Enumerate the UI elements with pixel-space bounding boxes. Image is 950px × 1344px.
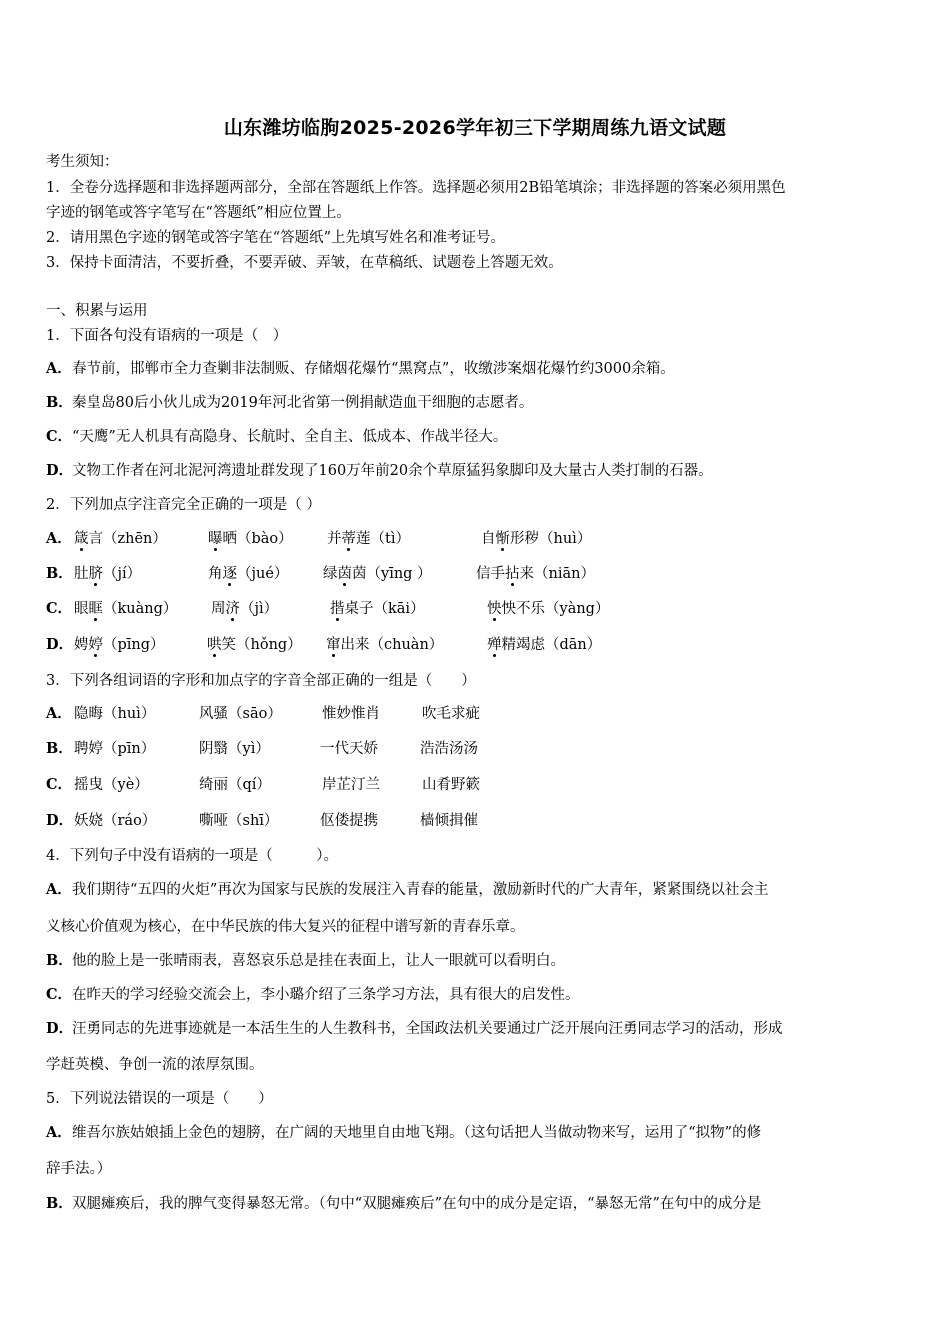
- option-label: B．: [46, 1195, 73, 1212]
- plain-char: 肚: [74, 566, 89, 582]
- option-label: A．: [46, 360, 72, 377]
- pinyin-item: [208, 529, 293, 549]
- question-2-option-b: [46, 564, 906, 586]
- word-item: 岸芷汀兰: [322, 777, 380, 793]
- pinyin-item: [208, 564, 288, 584]
- dotted-char: 蒂: [341, 531, 356, 547]
- notice-heading: 考生须知：: [46, 154, 119, 170]
- question-1-option-c: [46, 427, 507, 447]
- option-label: D．: [46, 462, 74, 479]
- dotted-char: 箴: [74, 531, 89, 547]
- pinyin-item: [326, 635, 443, 655]
- notice-item-1-cont: 字迹的钢笔或答字笔写在“答题纸”相应位置上。: [46, 205, 351, 221]
- plain-char: 娉: [74, 637, 89, 653]
- option-label: B．: [46, 565, 73, 582]
- option-label: D．: [46, 812, 74, 829]
- pinyin-item: [323, 564, 432, 584]
- question-1-option-b: [46, 393, 533, 413]
- pinyin-item: [476, 564, 595, 584]
- dotted-char: 婷: [88, 637, 103, 653]
- option-text: 文物工作者在河北泥河湾遗址群发现了160万年前20余个草原猛犸象脚印及大量古人类打制的石器。: [72, 463, 713, 479]
- question-5-stem: 5．下列说法错误的一项是（ ）: [46, 1091, 273, 1107]
- question-4-option-d: [46, 1019, 783, 1039]
- reading: （jué）: [237, 566, 289, 582]
- option-label: B．: [46, 394, 73, 411]
- word-item: 嘶哑（shī）: [199, 813, 279, 829]
- reading: 出来（chuàn）: [340, 637, 444, 653]
- reading: 形秽（huì）: [510, 531, 592, 547]
- reading: 茵（yīng ）: [352, 566, 432, 582]
- plain-char: 周: [211, 601, 226, 617]
- pinyin-item: [487, 599, 609, 619]
- question-4-option-d-cont: 学赶英模、争创一流的浓厚氛围。: [46, 1057, 264, 1073]
- word-item: 绮丽（qí）: [199, 777, 271, 793]
- notice-item-2: 2．请用黑色字迹的钢笔或答字笔在“答题纸”上先填写姓名和准考证号。: [46, 230, 506, 246]
- dotted-char: 殚: [487, 637, 502, 653]
- option-label: C．: [46, 986, 73, 1003]
- reading: 莲（tì）: [356, 531, 410, 547]
- word-item: 浩浩汤汤: [420, 741, 478, 757]
- dotted-char: 惭: [495, 531, 510, 547]
- question-3-option-a: [46, 704, 906, 726]
- pinyin-item: [74, 599, 177, 619]
- page-title: 山东潍坊临朐2025-2026学年初三下学期周练九语文试题: [223, 117, 727, 139]
- word-item: 摇曳（yè）: [74, 777, 149, 793]
- question-1-option-a: [46, 359, 675, 379]
- reading: 怏不乐（yàng）: [501, 601, 610, 617]
- option-text: 在昨天的学习经验交流会上，李小璐介绍了三条学习方法，具有很大的启发性。: [72, 987, 580, 1003]
- option-label: C．: [46, 600, 73, 617]
- pinyin-item: [74, 529, 167, 549]
- question-5-option-a-cont: 辞手法。）: [46, 1161, 112, 1177]
- dotted-char: 眶: [88, 601, 103, 617]
- option-label: C．: [46, 776, 73, 793]
- word-item: 吹毛求疵: [422, 706, 480, 722]
- dotted-char: 窜: [326, 637, 341, 653]
- option-label: B．: [46, 952, 73, 969]
- option-text: 他的脸上是一张晴雨表，喜怒哀乐总是挂在表面上，让人一眼就可以看明白。: [72, 953, 565, 969]
- word-item: 聘婷（pīn）: [74, 741, 156, 757]
- option-text: 我们期待“五四的火炬”再次为国家与民族的发展注入青春的能量，激励新时代的广大青年，紧紧围绕以社会主: [72, 882, 769, 898]
- question-3-option-b: [46, 739, 906, 761]
- notice-item-1: 1．全卷分选择题和非选择题两部分，全部在答题纸上作答。选择题必须用2B铅笔填涂；非选择题的答案必须用黑色: [46, 180, 786, 196]
- pinyin-item: [330, 599, 425, 619]
- question-3-option-c: [46, 775, 906, 797]
- word-item: 惟妙惟肖: [322, 706, 380, 722]
- word-item: 妖娆（ráo）: [74, 813, 157, 829]
- dotted-char: 拈: [505, 566, 520, 582]
- option-label: A．: [46, 881, 72, 898]
- plain-char: 信手: [476, 566, 505, 582]
- question-1-option-d: [46, 461, 713, 481]
- question-2-stem: 2．下列加点字注音完全正确的一项是（ ）: [46, 497, 321, 513]
- reading: （jì）: [240, 601, 279, 617]
- pinyin-item: [487, 635, 601, 655]
- question-4-option-a-cont: 义核心价值观为核心，在中华民族的伟大复兴的征程中谱写新的青春乐章。: [46, 919, 525, 935]
- option-text: 秦皇岛80后小伙儿成为2019年河北省第一例捐献造血干细胞的志愿者。: [72, 395, 534, 411]
- plain-char: 眼: [74, 601, 89, 617]
- option-label: A．: [46, 530, 72, 547]
- reading: 精竭虑（dān）: [501, 637, 602, 653]
- dotted-char: 曝: [208, 531, 223, 547]
- word-item: 樯倾揖催: [420, 813, 478, 829]
- option-text: “天鹰”无人机具有高隐身、长航时、全自主、低成本、作战半径大。: [72, 429, 508, 445]
- dotted-char: 逐: [222, 566, 237, 582]
- question-2-option-c: [46, 599, 906, 621]
- dotted-char: 济: [225, 601, 240, 617]
- option-label: D．: [46, 636, 74, 653]
- reading: 笑（hǒng）: [221, 637, 302, 653]
- option-label: D．: [46, 1020, 74, 1037]
- pinyin-item: [74, 564, 141, 584]
- reading: （pīng）: [103, 637, 165, 653]
- option-label: B．: [46, 740, 73, 757]
- plain-char: 绿: [323, 566, 338, 582]
- option-label: A．: [46, 1124, 72, 1141]
- question-4-option-a: [46, 880, 768, 900]
- question-3-stem: 3．下列各组词语的字形和加点字的字音全部正确的一组是（ ）: [46, 673, 476, 689]
- question-4-stem: 4．下列句子中没有语病的一项是（ ）。: [46, 848, 338, 864]
- pinyin-item: [327, 529, 410, 549]
- reading: （kuàng）: [103, 601, 178, 617]
- reading: 晒（bào）: [222, 531, 293, 547]
- question-4-option-b: [46, 951, 565, 971]
- dotted-char: 茵: [337, 566, 352, 582]
- question-2-option-d: [46, 635, 906, 657]
- plain-char: 自: [481, 531, 496, 547]
- question-1-stem: 1．下面各句没有语病的一项是（ ）: [46, 328, 288, 344]
- question-5-option-b: [46, 1194, 761, 1214]
- notice-item-3: 3．保持卡面清洁，不要折叠，不要弄破、弄皱，在草稿纸、试题卷上答题无效。: [46, 255, 563, 271]
- plain-char: 并: [327, 531, 342, 547]
- option-label: A．: [46, 705, 72, 722]
- dotted-char: 哄: [207, 637, 222, 653]
- reading: 言（zhēn）: [88, 531, 167, 547]
- option-text: 春节前，邯郸市全力查剿非法制贩、存储烟花爆竹“黑窝点”，收缴涉案烟花爆竹约3000余箱。: [72, 361, 675, 377]
- question-4-option-c: [46, 985, 580, 1005]
- word-item: 伛偻提携: [320, 813, 378, 829]
- question-5-option-a: [46, 1123, 761, 1143]
- question-3-option-d: [46, 811, 906, 833]
- word-item: 一代天娇: [320, 741, 378, 757]
- pinyin-item: [207, 635, 302, 655]
- section-heading: 一、积累与运用: [46, 303, 148, 319]
- dotted-char: 脐: [88, 566, 103, 582]
- option-label: C．: [46, 428, 73, 445]
- option-text: 汪勇同志的先进事迹就是一本活生生的人生教科书，全国政法机关要通过广泛开展向汪勇同志学习的活动，形成: [72, 1021, 783, 1037]
- dotted-char: 揩: [330, 601, 345, 617]
- question-2-option-a: [46, 529, 906, 551]
- reading: 来（niān）: [519, 566, 595, 582]
- dotted-char: 怏: [487, 601, 502, 617]
- plain-char: 角: [208, 566, 223, 582]
- option-text: 双腿瘫痪后，我的脾气变得暴怒无常。（句中“双腿瘫痪后”在句中的成分是定语，“暴怒无常”在句中的成分是: [72, 1196, 762, 1212]
- pinyin-item: [481, 529, 591, 549]
- word-item: 山肴野簌: [422, 777, 480, 793]
- pinyin-item: [211, 599, 278, 619]
- option-text: 维吾尔族姑娘插上金色的翅膀，在广阔的天地里自由地飞翔。（这句话把人当做动物来写，运用了“拟物”的修: [72, 1125, 762, 1141]
- pinyin-item: [74, 635, 165, 655]
- word-item: 风骚（sāo）: [199, 706, 282, 722]
- reading: 桌子（kāi）: [344, 601, 425, 617]
- reading: （jí）: [103, 566, 142, 582]
- word-item: 隐晦（huì）: [74, 706, 156, 722]
- word-item: 阴翳（yì）: [199, 741, 270, 757]
